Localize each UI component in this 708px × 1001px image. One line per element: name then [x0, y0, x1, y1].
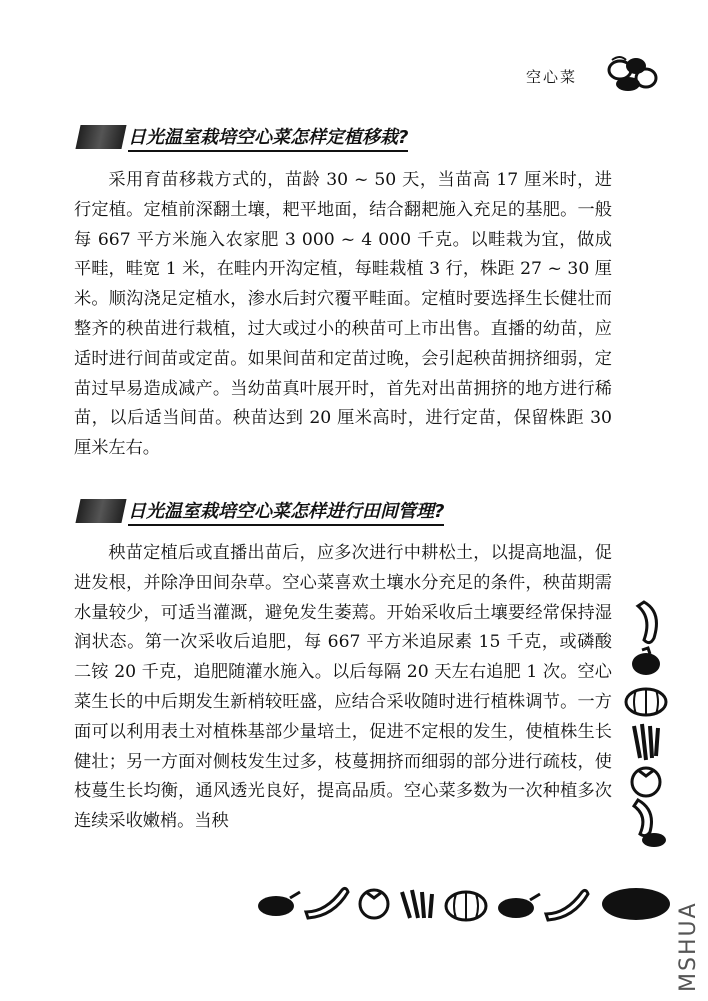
watermark [670, 880, 704, 995]
section-paragraph: 采用育苗移栽方式的，苗龄 30 ~ 50 天，当苗高 17 厘米时，进行定植。定植前深翻土壤，耙平地面，结合翻耙施入充足的基肥。一般每 667 平方米施入农家肥 3 000 ~ 4 000 千克。以畦栽为宜，做成平畦，畦宽 1 米，在畦内开沟定植，每畦栽植 3 行，株距 27 ~ 30 厘米。顺沟浇足定植水，渗水后封穴覆平畦面。定植时要选择生长健壮而整齐的秧苗进行栽植，过大或过小的秧苗可上市出售。直播的幼苗，应适时进行间苗或定苗。如果间苗和定苗过晚，会引起秧苗拥挤细弱，定苗过早易造成减产。当幼苗真叶展开时，首先对出苗拥挤的地方进行稀苗，以后适当间苗。秧苗达到 20 厘米高时，进行定苗，保留株距 30 厘米左右。 [74, 170, 612, 459]
section-heading-text: 日光温室栽培空心菜怎样定植移栽? [128, 123, 408, 152]
section-heading [78, 123, 408, 151]
section-heading [78, 497, 444, 525]
eggplant-icon [632, 648, 660, 675]
celery-icon [402, 890, 432, 918]
cucumber-icon [634, 800, 652, 836]
heading-marker [75, 125, 126, 149]
watermark-text: MSHUA [676, 901, 701, 992]
celery-icon [634, 724, 658, 760]
vegetable-cluster-icon [606, 52, 658, 96]
pumpkin-icon [626, 689, 666, 715]
section-paragraph: 秧苗定植后或直播出苗后，应多次进行中耕松土，以提高地温，促进发根，并除净田间杂草。空心菜喜欢土壤水分充足的条件，秧苗期需水量较少，可适当灌溉，避免发生萎蔫。开始采收后土壤要经常保持湿润状态。第一次采收后追肥，每 667 平方米追尿素 15 千克，或磷酸二铵 20 千克，追肥随灌水施入。以后每隔 20 天左右追肥 1 次。空心菜生长的中后期发生新梢较旺盛，应结合采收随时进行植株调节。一方面可以利用表土对植株基部少量培土，促进不定根的发生，使植株生长健壮；另一方面对侧枝发生过多，枝蔓拥挤而细弱的部分进行疏枝，使枝蔓生长均衡，通风透光良好，提高品质。空心菜多数为一次种植多次连续采收嫩梢。当秧 [74, 543, 612, 832]
eggplant-icon [602, 888, 670, 920]
tomato-icon [360, 890, 388, 918]
section-heading-text: 日光温室栽培空心菜怎样进行田间管理? [128, 497, 444, 526]
eggplant-icon [498, 894, 540, 918]
cucumber-icon [638, 602, 656, 643]
side-vegetable-strip [622, 598, 672, 848]
pumpkin-icon [446, 892, 486, 920]
bottom-vegetable-strip [254, 876, 674, 926]
running-title: 空心菜 [526, 68, 578, 86]
eggplant-icon [642, 833, 666, 847]
tomato-icon [632, 768, 660, 796]
cucumber-icon [546, 890, 588, 920]
eggplant-icon [258, 892, 300, 916]
cucumber-icon [306, 888, 348, 918]
heading-marker [75, 499, 126, 523]
